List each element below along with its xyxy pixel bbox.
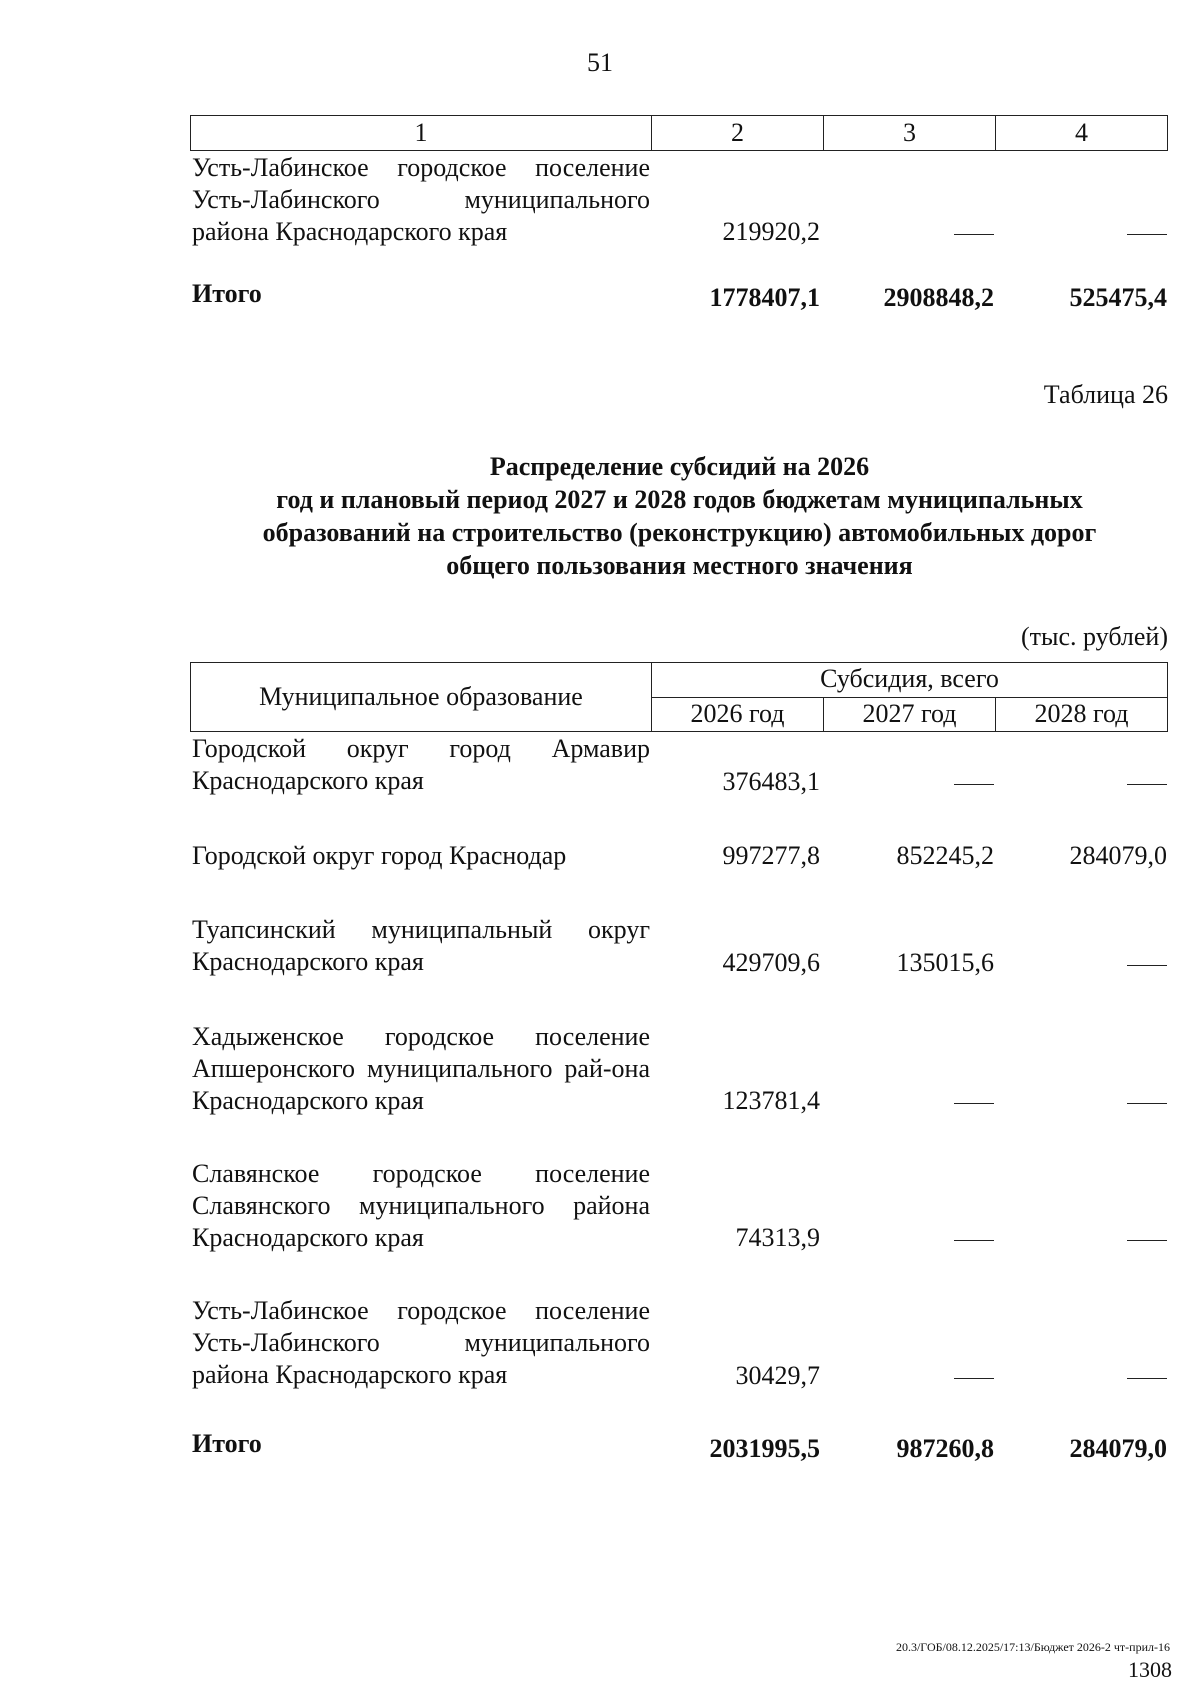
row-value-2026: 376483,1 <box>722 767 820 796</box>
dash-mark <box>1127 784 1167 785</box>
cont-total-2027: 2908848,2 <box>883 283 994 312</box>
cont-total-2028: 525475,4 <box>1069 283 1167 312</box>
footer-doc-code: 20.3/ГОБ/08.12.2025/17:13/Бюджет 2026-2 чт-прил-16 <box>895 1640 1170 1654</box>
cont-header-col-2: 2 <box>651 116 823 150</box>
cont-row-value-2026: 219920,2 <box>722 217 820 246</box>
row-value-2026: 123781,4 <box>722 1086 820 1115</box>
row-value-2028 <box>996 1085 1167 1117</box>
row-name: Хадыженское городское поселение Апшеронского муниципального рай-она Краснодарского края <box>192 1022 650 1115</box>
table-label: Таблица 26 <box>1043 380 1168 409</box>
dash-mark <box>1127 1240 1167 1241</box>
row-name: Славянское городское поселение Славянского муниципального района Краснодарского края <box>192 1159 650 1252</box>
dash-mark <box>954 1378 994 1379</box>
total-2026: 2031995,5 <box>709 1434 820 1463</box>
total-label: Итого <box>192 1429 262 1458</box>
dash-mark <box>954 784 994 785</box>
row-value-2028: 284079,0 <box>1069 841 1167 870</box>
header-year-2027: 2027 год <box>823 698 995 731</box>
header-municipality-label: Муниципальное образование <box>259 682 583 711</box>
cont-row-value-2028 <box>996 216 1167 248</box>
dash-mark <box>954 1240 994 1241</box>
header-year-2028: 2028 год <box>995 698 1167 731</box>
row-value-2026: 74313,9 <box>735 1223 820 1252</box>
total-2028: 284079,0 <box>1069 1434 1167 1463</box>
row-value-2026: 997277,8 <box>722 841 820 870</box>
row-value-2028 <box>996 1360 1167 1392</box>
row-value-2027 <box>822 1360 994 1392</box>
row-value-2027: 135015,6 <box>896 948 994 977</box>
table-title-line: общего пользования местного значения <box>446 551 913 580</box>
table-title-line: образований на строительство (реконструкцию) автомобильных дорог <box>262 518 1097 547</box>
row-value-2027 <box>822 1222 994 1254</box>
cont-row-name: Усть-Лабинское городское поселение Усть-Лабинского муниципального района Краснодарского края <box>192 153 650 246</box>
row-value-2028 <box>996 947 1167 979</box>
row-value-2027 <box>822 1085 994 1117</box>
row-name: Городской округ город Краснодар <box>192 841 567 870</box>
total-2027: 987260,8 <box>896 1434 994 1463</box>
cont-row-value-2027 <box>822 216 994 248</box>
row-value-2028 <box>996 766 1167 798</box>
dash-mark <box>954 1103 994 1104</box>
row-value-2026: 429709,6 <box>722 948 820 977</box>
table-header <box>190 662 1168 732</box>
cont-total-2026: 1778407,1 <box>709 283 820 312</box>
header-municipality <box>191 663 651 731</box>
header-subsidy-group: Субсидия, всего <box>651 663 1167 698</box>
row-name: Усть-Лабинское городское поселение Усть-Лабинского муниципального района Краснодарского края <box>192 1296 650 1389</box>
row-value-2027 <box>822 766 994 798</box>
cont-header-col-1: 1 <box>414 118 428 147</box>
dash-mark <box>1127 965 1167 966</box>
row-value-2027: 852245,2 <box>896 841 994 870</box>
row-name: Туапсинский муниципальный округ Краснодарского края <box>192 915 650 976</box>
dash-mark <box>1127 1378 1167 1379</box>
cont-header-col-3: 3 <box>823 116 995 150</box>
footer-page-number: 1308 <box>1128 1657 1172 1682</box>
cont-table-header <box>190 115 1168 151</box>
page-number: 51 <box>587 48 613 77</box>
dash-mark <box>1127 1103 1167 1104</box>
table-title <box>192 450 1167 582</box>
cont-header-col-4: 4 <box>995 116 1167 150</box>
dash-mark <box>1127 234 1167 235</box>
row-name: Городской округ город Армавир Краснодарского края <box>192 734 650 795</box>
header-year-2026: 2026 год <box>651 698 823 731</box>
table-title-line: год и плановый период 2027 и 2028 годов бюджетам муниципальных <box>276 485 1083 514</box>
row-value-2026: 30429,7 <box>735 1361 820 1390</box>
units-label: (тыс. рублей) <box>1020 622 1168 651</box>
table-title-line: Распределение субсидий на 2026 <box>489 452 870 481</box>
cont-total-label: Итого <box>192 279 262 308</box>
row-value-2028 <box>996 1222 1167 1254</box>
dash-mark <box>954 234 994 235</box>
